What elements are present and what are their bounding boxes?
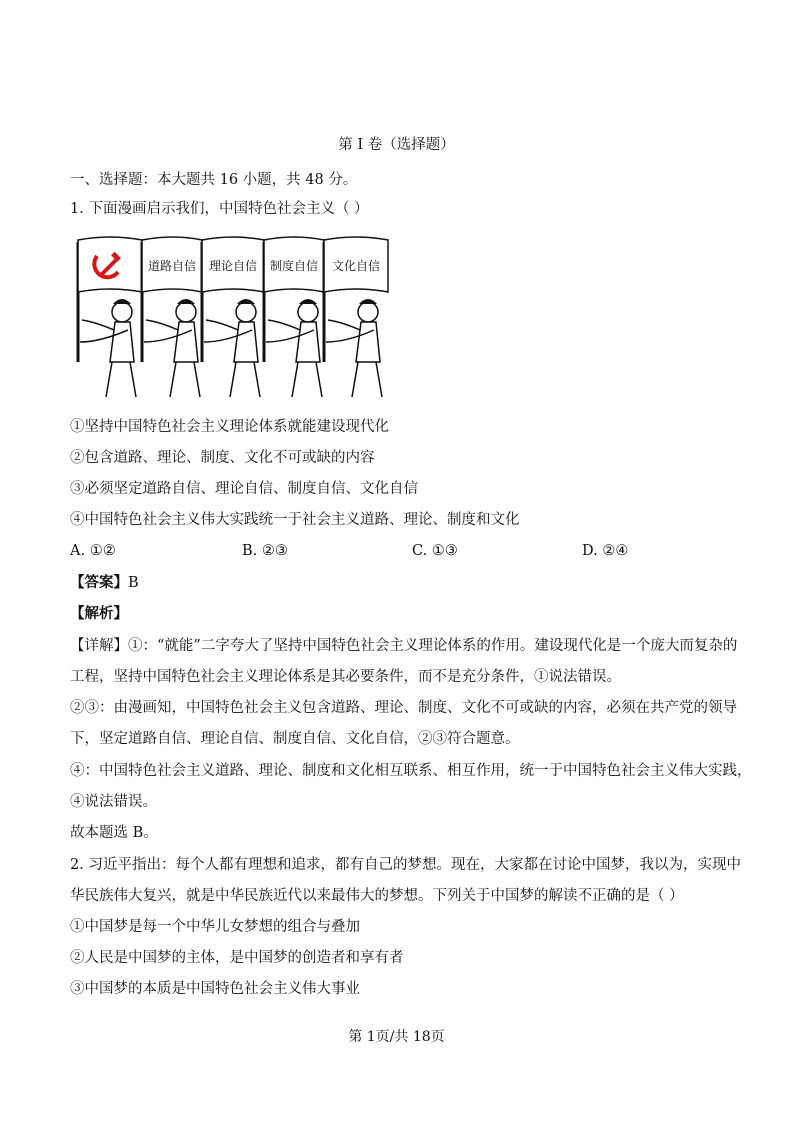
q1-option-a: A. ①② bbox=[70, 543, 116, 559]
flag-label-3: 制度自信 bbox=[269, 259, 319, 273]
page-footer: 第 1页/共 18页 bbox=[348, 1029, 445, 1045]
flag-label-4: 文化自信 bbox=[331, 259, 381, 273]
q1-answer bbox=[70, 574, 139, 592]
cartoon-image bbox=[70, 232, 395, 402]
q1-analysis-line-7: 故本题选 B。 bbox=[70, 825, 158, 841]
q1-analysis-label: 【解析】 bbox=[70, 605, 128, 622]
q1-option-d: D. ②④ bbox=[582, 543, 629, 559]
flag-label-1: 道路自信 bbox=[147, 259, 197, 273]
q1-analysis-line-2: 工程，坚持中国特色社会主义理论体系是其必要条件，而不是充分条件，①说法错误。 bbox=[70, 669, 621, 685]
figure-flag-4 bbox=[324, 237, 388, 397]
q1-statement-2: ②包含道路、理论、制度、文化不可或缺的内容 bbox=[70, 450, 375, 466]
figure-flag-3 bbox=[264, 237, 324, 397]
q1-analysis-line-5: ④：中国特色社会主义道路、理论、制度和文化相互联系、相互作用，统一于中国特色社会主义伟大实践， bbox=[70, 763, 752, 779]
figure-flag-2 bbox=[202, 237, 264, 397]
question-2-stem-line-1: 2. 习近平指出：每个人都有理想和追求，都有自己的梦想。现在，大家都在讨论中国梦，我以为，实现中 bbox=[70, 857, 741, 873]
figure-party bbox=[78, 237, 142, 397]
page-title: 第 I 卷（选择题） bbox=[338, 137, 455, 153]
question-1-stem: 1. 下面漫画启示我们，中国特色社会主义（ ） bbox=[70, 201, 369, 217]
q1-statement-3: ③必须坚定道路自信、理论自信、制度自信、文化自信 bbox=[70, 481, 418, 497]
q2-statement-2: ②人民是中国梦的主体，是中国梦的创造者和享有者 bbox=[70, 950, 404, 966]
q1-statement-1: ①坚持中国特色社会主义理论体系就能建设现代化 bbox=[70, 419, 389, 435]
question-2-stem-line-2: 华民族伟大复兴，就是中华民族近代以来最伟大的梦想。下列关于中国梦的解读不正确的是（ ） bbox=[70, 888, 684, 904]
figure-flag-1 bbox=[142, 237, 202, 397]
section-heading: 一、选择题：本大题共 16 小题，共 48 分。 bbox=[70, 172, 358, 188]
q1-analysis-line-4: 下，坚定道路自信、理论自信、制度自信、文化自信，②③符合题意。 bbox=[70, 731, 520, 747]
q1-analysis-line-3: ②③：由漫画知，中国特色社会主义包含道路、理论、制度、文化不可或缺的内容，必须在共产党的领导 bbox=[70, 700, 737, 716]
flag-label-2: 理论自信 bbox=[208, 259, 258, 273]
answer-value: B bbox=[128, 575, 139, 591]
answer-label: 【答案】 bbox=[70, 574, 128, 591]
q2-statement-3: ③中国梦的本质是中国特色社会主义伟大事业 bbox=[70, 981, 360, 997]
q2-statement-1: ①中国梦是每一个中华儿女梦想的组合与叠加 bbox=[70, 919, 360, 935]
q1-analysis-line-1: 【详解】①：“就能”二字夸大了坚持中国特色社会主义理论体系的作用。建设现代化是一个庞大而复杂的 bbox=[70, 638, 738, 654]
q1-option-c: C. ①③ bbox=[412, 543, 458, 559]
q1-statement-4: ④中国特色社会主义伟大实践统一于社会主义道路、理论、制度和文化 bbox=[70, 512, 520, 528]
q1-option-b: B. ②③ bbox=[242, 543, 288, 559]
q1-analysis-line-6: ④说法错误。 bbox=[70, 794, 157, 810]
